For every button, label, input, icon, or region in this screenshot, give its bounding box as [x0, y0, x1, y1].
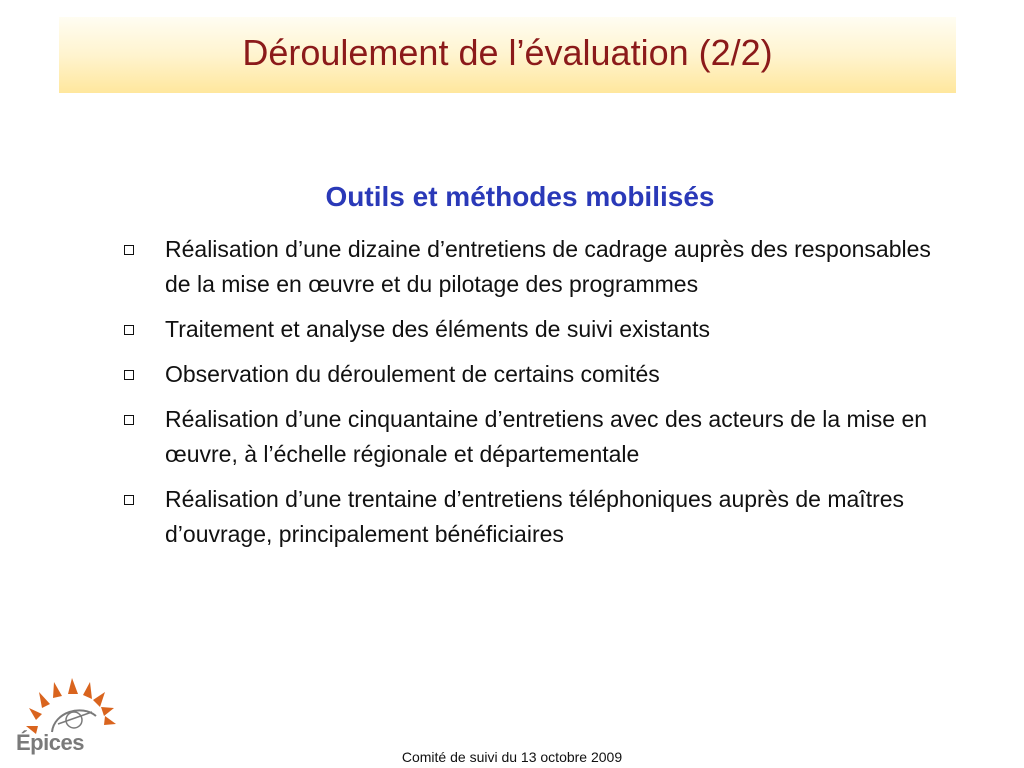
- bullet-item: [120, 312, 950, 347]
- hollow-square-bullet-icon: [124, 245, 134, 255]
- slide-footer: Comité de suivi du 13 octobre 2009: [401, 749, 623, 765]
- hollow-square-bullet-icon: [124, 370, 134, 380]
- bullet-list: [120, 232, 950, 562]
- bullet-text: Traitement et analyse des éléments de suivi existants: [165, 316, 711, 342]
- bullet-item: [120, 482, 950, 552]
- bullet-item: [120, 357, 950, 392]
- hollow-square-bullet-icon: [124, 495, 134, 505]
- bullet-text: Réalisation d’une dizaine d’entretiens de cadrage auprès des responsables de la mise en œuvre et du pilotage des programmes: [165, 236, 931, 297]
- bullet-item: [120, 402, 950, 472]
- bullet-text: Réalisation d’une cinquantaine d’entretiens avec des acteurs de la mise en œuvre, à l’échelle régionale et départementale: [165, 406, 928, 467]
- bullet-item: [120, 232, 950, 302]
- logo-text: Épices: [16, 730, 84, 755]
- bullet-text: Observation du déroulement de certains comités: [165, 361, 660, 387]
- hollow-square-bullet-icon: [124, 325, 134, 335]
- hollow-square-bullet-icon: [124, 415, 134, 425]
- slide-title: Déroulement de l’évaluation (2/2): [242, 32, 773, 73]
- bullet-text: Réalisation d’une trentaine d’entretiens téléphoniques auprès de maîtres d’ouvrage, principalement bénéficiaires: [165, 486, 905, 547]
- section-subheading: Outils et méthodes mobilisés: [325, 181, 715, 212]
